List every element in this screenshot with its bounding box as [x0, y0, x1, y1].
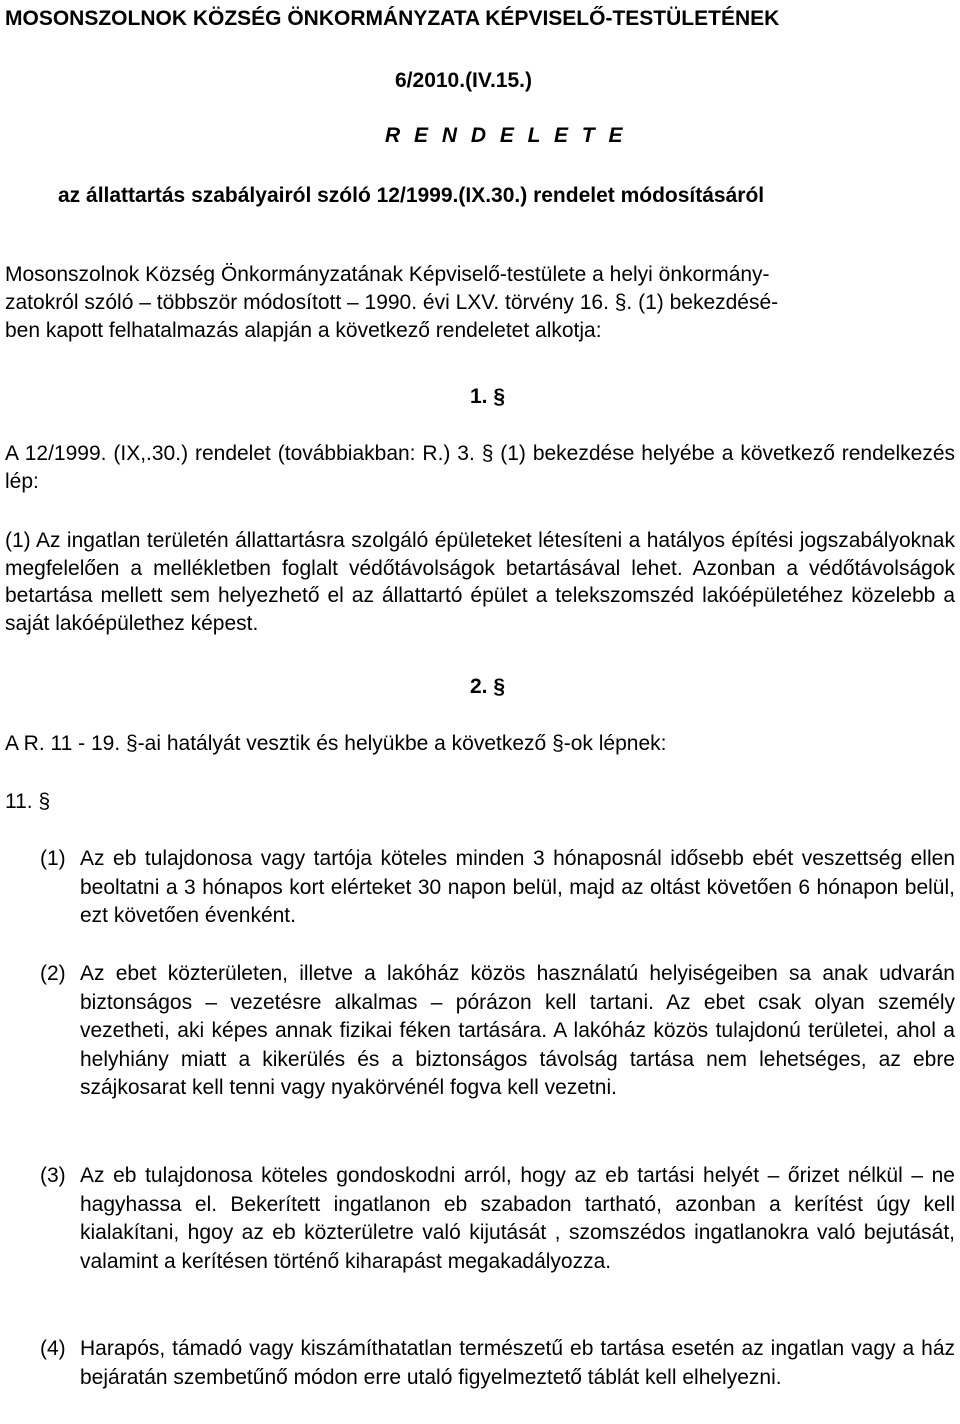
council-title: MOSONSZOLNOK KÖZSÉG ÖNKORMÁNYZATA KÉPVISELŐ-TESTÜLETÉNEK — [5, 7, 780, 30]
item-number: (1) — [40, 847, 66, 870]
preamble-line-1: Mosonszolnok Község Önkormányzatának Képviselő-testülete a helyi önkormány- — [5, 263, 770, 286]
section-1-heading: 1. § — [470, 385, 506, 408]
item-text: Az eb tulajdonosa köteles gondoskodni arról, hogy az eb tartási helyét – őrizet nélkül – ne hagyhassa el. Bekerített ingatlanon eb szabadon tartható, azonban a kerítést úgy kell kialakítani, hgoy az eb közterületre való kijutását , szomszédos ingatlanokra való bejutását, valamint a kerítésen történő kiharapást megakadályozza. — [80, 1164, 955, 1273]
list-item — [40, 845, 955, 931]
regulation-number: 6/2010.(IV.15.) — [395, 69, 532, 92]
section-1-paragraph: (1) Az ingatlan területén állattartásra szolgáló épületeket létesíteni a hatályos építési jogszabályoknak megfelelően a mellékletben foglalt védőtávolságok betartásával lehet. Azonban a védőtávolságok betartása mellett sem helyezhető el az állattartó épület a telekszomszéd lakóépületéhez közelebb a saját lakóépülethez képest. — [5, 529, 955, 635]
regulation-subject: az állattartás szabályairól szóló 12/1999.(IX.30.) rendelet módosításáról — [58, 184, 765, 207]
item-number: (2) — [40, 962, 66, 985]
section-2-heading: 2. § — [470, 675, 506, 698]
list-item — [40, 1162, 955, 1276]
preamble-line-2: zatokról szóló – többször módosított – 1990. évi LXV. törvény 16. §. (1) bekezdésé- — [5, 291, 779, 314]
subsection-11-heading: 11. § — [5, 790, 51, 813]
list-item — [40, 1335, 955, 1392]
section-1-intro: A 12/1999. (IX,.30.) rendelet (továbbiakban: R.) 3. § (1) bekezdése helyébe a következő rendelkezés lép: — [5, 442, 955, 493]
item-text: Harapós, támadó vagy kiszámíthatatlan természetű eb tartása esetén az ingatlan vagy a ház bejáratán szembetűnő módon erre utaló figyelmeztető táblát kell elhelyezni. — [80, 1337, 955, 1389]
item-text: Az ebet közterületen, illetve a lakóház közös használatú helyiségeiben sa anak udvarán biztonságos – vezetésre alkalmas – pórázon kell tartani. Az ebet csak olyan személy vezetheti, aki képes annak fizikai féken tartására. A lakóház közös tulajdonú területei, ahol a helyhiány miatt a kikerülés és a biztonságos távolság tartása nem lehetséges, az ebre szájkosarat kell tenni vagy nyakörvénél fogva kell vezetni. — [80, 962, 955, 1099]
document-type: R E N D E L E T E — [385, 124, 627, 147]
item-text: Az eb tulajdonosa vagy tartója köteles minden 3 hónaposnál idősebb ebét veszettség ellen beoltatni a 3 hónapos kort elérteket 30 napon belül, majd az oltást követően 6 hónapon belül, ezt követően évenként. — [80, 847, 955, 927]
list-item — [40, 960, 955, 1103]
preamble-line-3: ben kapott felhatalmazás alapján a következő rendeletet alkotja: — [5, 319, 602, 342]
item-number: (3) — [40, 1164, 66, 1187]
item-number: (4) — [40, 1337, 66, 1360]
section-2-intro: A R. 11 - 19. §-ai hatályát vesztik és helyükbe a következő §-ok lépnek: — [5, 732, 667, 755]
